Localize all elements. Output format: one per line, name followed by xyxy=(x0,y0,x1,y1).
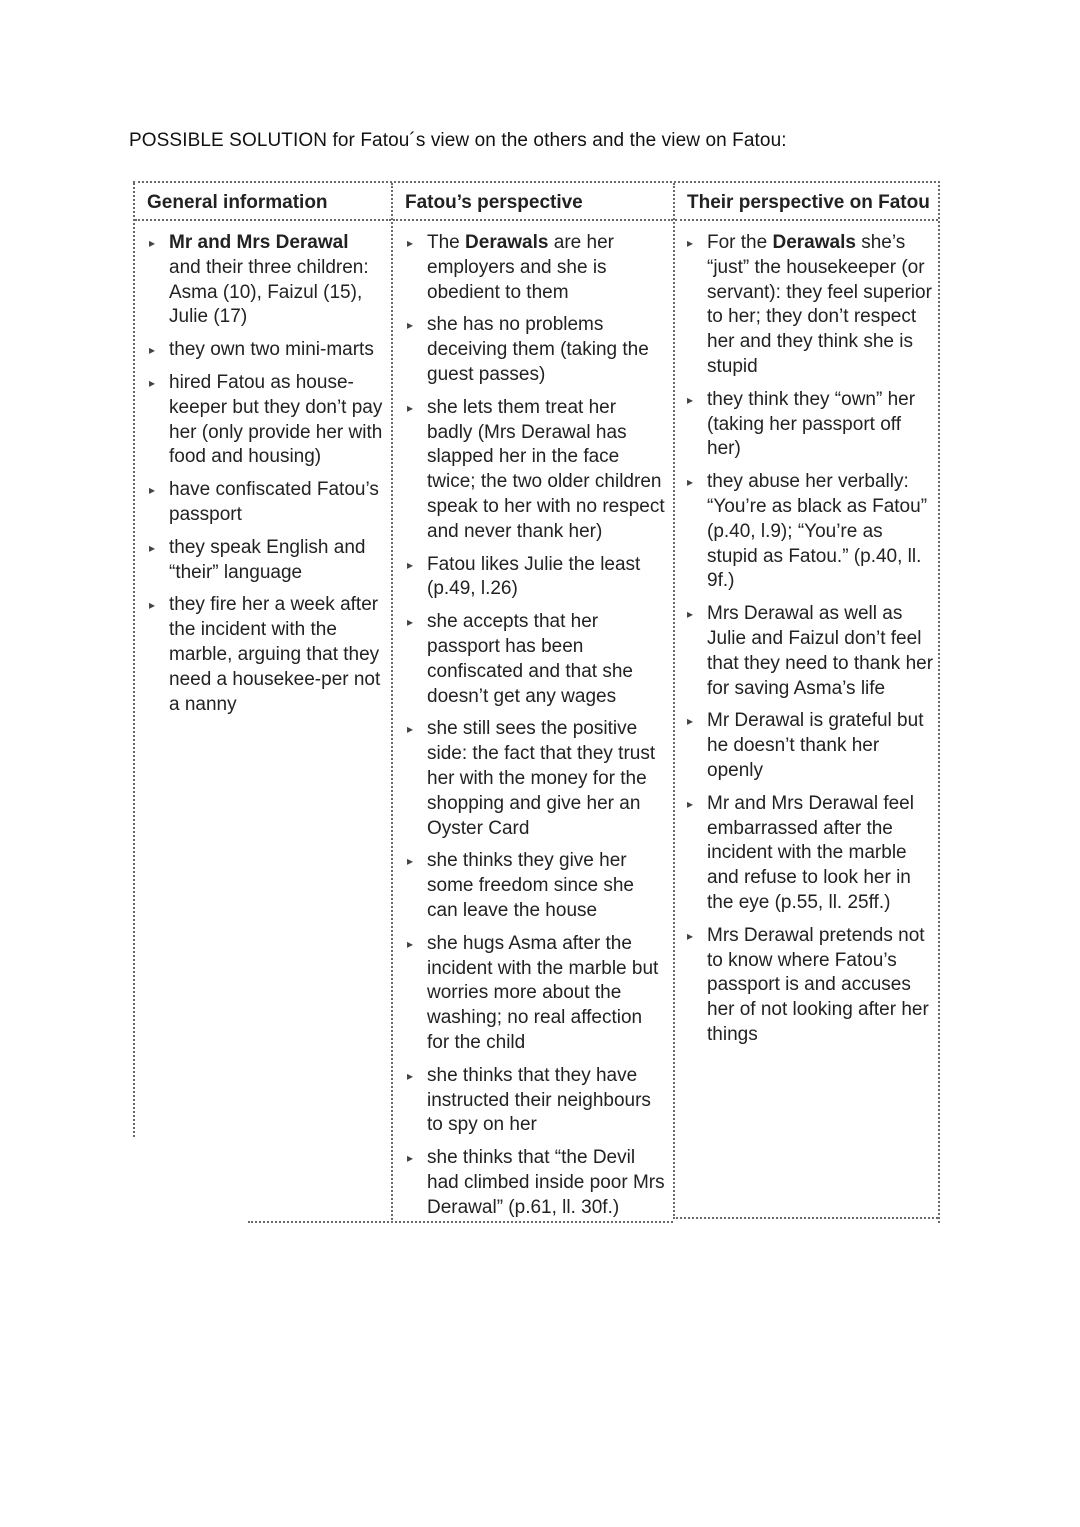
column-fatous-perspective xyxy=(391,183,673,1223)
list-item-body: Fatou likes Julie the least (p.49, l.26) xyxy=(427,553,641,600)
list-item-body: they fire her a week after the incident with the marble, arguing that they need a housekee-per not a nanny xyxy=(169,594,381,715)
list-item xyxy=(405,717,665,841)
list-item xyxy=(147,338,383,363)
list-item-text xyxy=(707,925,929,1045)
list-item-body: they speak English and “their” language xyxy=(169,536,366,583)
list-item-body: they abuse her verbally: “You’re as black as Fatou” (p.40, l.9); “You’re as stupid as Fatou.” (p.40, ll. 9f.) xyxy=(707,471,928,592)
list-item xyxy=(147,536,383,586)
triangle-bullet-icon: ▸ xyxy=(407,615,414,630)
list-item xyxy=(685,231,934,380)
list-item xyxy=(147,478,383,528)
triangle-bullet-icon: ▸ xyxy=(407,1068,414,1083)
list-item-emphasis: Derawals xyxy=(465,232,549,253)
list-item-text xyxy=(707,232,932,377)
list-item-prefix: For the xyxy=(707,232,773,253)
triangle-bullet-icon: ▸ xyxy=(407,1151,414,1166)
list-item-body: she’s “just” the housekeeper (or servant): they feel superior to her; they don’t respect her and they think she is stupid xyxy=(707,232,932,377)
list-item-text xyxy=(427,1147,665,1218)
triangle-bullet-icon: ▸ xyxy=(407,236,414,250)
list-item-body: Mrs Derawal as well as Julie and Faizul don’t feel that they need to thank her for saving Asma’s life xyxy=(707,603,934,699)
list-item-text xyxy=(169,537,365,583)
triangle-bullet-icon: ▸ xyxy=(687,392,694,407)
triangle-bullet-icon: ▸ xyxy=(407,557,414,572)
triangle-bullet-icon: ▸ xyxy=(687,475,694,490)
list-item xyxy=(405,849,665,923)
list-item-text xyxy=(427,611,633,706)
triangle-bullet-icon: ▸ xyxy=(687,928,694,943)
list-item xyxy=(405,553,665,603)
list-item-text xyxy=(169,372,382,467)
column-header: Their perspective on Fatou xyxy=(675,183,938,221)
list-item xyxy=(147,371,383,470)
list-item xyxy=(147,231,383,330)
list-item-body: Mrs Derawal pretends not to know where Fatou’s passport is and accuses her of not looking after her things xyxy=(707,924,929,1045)
column-general-information xyxy=(133,183,391,1137)
triangle-bullet-icon: ▸ xyxy=(687,607,694,622)
list-item-text xyxy=(707,603,933,698)
list-item-body: she thinks that they have instructed their neighbours to spy on her xyxy=(427,1064,651,1136)
triangle-bullet-icon: ▸ xyxy=(149,598,156,613)
list-item-emphasis: Mr and Mrs Derawal xyxy=(169,232,349,253)
list-item-body: Mr Derawal is grateful but he doesn’t thank her openly xyxy=(707,710,924,781)
list-item xyxy=(405,1146,665,1220)
list-item-body: they think they “own” her (taking her passport off her) xyxy=(707,388,916,460)
list-item-text xyxy=(707,793,914,913)
list-item xyxy=(685,709,934,783)
triangle-bullet-icon: ▸ xyxy=(407,722,414,737)
list-item-text xyxy=(707,710,923,781)
list-item-body: and their three children: Asma (10), Faizul (15), Julie (17) xyxy=(169,256,369,328)
list-item-text xyxy=(169,594,380,714)
list-item xyxy=(405,313,665,387)
list-item-text xyxy=(707,471,927,591)
bullet-list xyxy=(393,221,673,1220)
column-their-perspective xyxy=(673,183,938,1219)
list-item xyxy=(685,924,934,1048)
list-item-body: she has no problems deceiving them (taking the guest passes) xyxy=(427,314,649,385)
list-item-body: she lets them treat her badly (Mrs Derawal has slapped her in the face twice; the two older children speak to her with no respect and never thank her) xyxy=(427,396,665,542)
list-item xyxy=(685,792,934,916)
table-border-stub xyxy=(248,1221,393,1223)
bullet-list xyxy=(135,221,391,717)
list-item-body: she hugs Asma after the incident with the marble but worries more about the washing; no real affection for the child xyxy=(427,932,659,1053)
list-item-emphasis: Derawals xyxy=(772,232,856,253)
list-item-text xyxy=(427,232,614,303)
triangle-bullet-icon: ▸ xyxy=(687,714,694,729)
triangle-bullet-icon: ▸ xyxy=(149,343,156,358)
list-item xyxy=(405,1064,665,1138)
list-item-text xyxy=(427,314,649,385)
list-item-text xyxy=(169,479,379,525)
list-item xyxy=(405,396,665,545)
bullet-list xyxy=(675,221,938,1048)
list-item xyxy=(405,610,665,709)
list-item xyxy=(685,470,934,594)
list-item-body: she accepts that her passport has been confiscated and that she doesn’t get any wages xyxy=(427,611,633,707)
list-item-body: she still sees the positive side: the fact that they trust her with the money for the shopping and give her an Oyster Card xyxy=(427,718,656,839)
list-item-text xyxy=(427,1065,651,1136)
list-item-prefix: The xyxy=(427,232,466,253)
list-item-text xyxy=(707,389,915,460)
list-item-body: Mr and Mrs Derawal feel embarrassed after the incident with the marble and refuse to look her in the eye (p.55, ll. 25ff.) xyxy=(707,792,914,913)
triangle-bullet-icon: ▸ xyxy=(149,375,156,390)
list-item-text xyxy=(169,339,374,360)
list-item-text xyxy=(427,397,665,542)
column-header: Fatou’s perspective xyxy=(393,183,673,221)
list-item xyxy=(405,231,665,305)
triangle-bullet-icon: ▸ xyxy=(149,540,156,555)
perspective-table xyxy=(133,181,940,1223)
list-item-body: she thinks that “the Devil had climbed inside poor Mrs Derawal” (p.61, ll. 30f.) xyxy=(427,1147,665,1218)
triangle-bullet-icon: ▸ xyxy=(149,236,156,250)
list-item-body: they own two mini-marts xyxy=(169,339,374,361)
list-item xyxy=(685,388,934,462)
list-item-text xyxy=(169,232,369,327)
triangle-bullet-icon: ▸ xyxy=(407,936,414,951)
triangle-bullet-icon: ▸ xyxy=(407,318,414,333)
triangle-bullet-icon: ▸ xyxy=(687,236,694,250)
list-item-text xyxy=(427,718,655,838)
list-item xyxy=(147,593,383,717)
column-header: General information xyxy=(135,183,391,221)
triangle-bullet-icon: ▸ xyxy=(407,854,414,869)
triangle-bullet-icon: ▸ xyxy=(149,483,156,498)
list-item-text xyxy=(427,933,658,1053)
list-item-body: she thinks they give her some freedom since she can leave the house xyxy=(427,850,634,921)
list-item-text xyxy=(427,554,640,600)
list-item-body: have confiscated Fatou’s passport xyxy=(169,479,379,525)
list-item xyxy=(405,932,665,1056)
triangle-bullet-icon: ▸ xyxy=(687,796,694,811)
page-title: POSSIBLE SOLUTION for Fatou´s view on the others and the view on Fatou: xyxy=(129,130,787,151)
triangle-bullet-icon: ▸ xyxy=(407,400,414,415)
list-item xyxy=(685,602,934,701)
list-item-body: are her employers and she is obedient to them xyxy=(427,232,614,303)
list-item-body: hired Fatou as house-keeper but they don’t pay her (only provide her with food and housing) xyxy=(169,371,383,468)
list-item-text xyxy=(427,850,634,921)
